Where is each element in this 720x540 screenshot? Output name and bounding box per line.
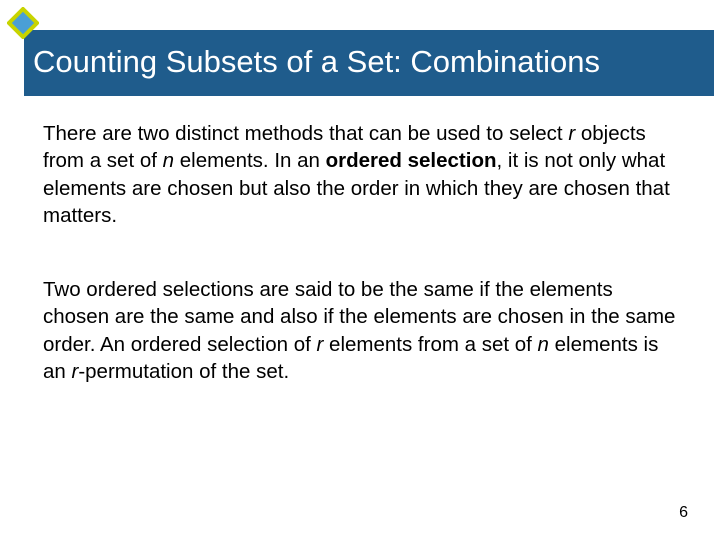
- variable-n: n: [162, 149, 175, 173]
- page-number: 6: [679, 504, 688, 521]
- paragraph-ordered-selection: [43, 120, 683, 229]
- text-span: Two ordered selections are said to be the same if the elements chosen are the same and also if the elements are chosen in the same order. An ordered selection of: [43, 278, 676, 356]
- variable-r: r: [316, 332, 324, 356]
- variable-n: n: [537, 332, 549, 356]
- text-span: objects from a set of: [43, 122, 646, 173]
- variable-r: r: [568, 122, 576, 145]
- text-span: elements. In an: [174, 149, 326, 173]
- text-span: -permutation of the set.: [78, 359, 290, 383]
- paragraph-r-permutation: [43, 276, 683, 385]
- text-span: elements is an: [43, 332, 659, 383]
- slide-title: Counting Subsets of a Set: Combinations: [33, 44, 600, 79]
- variable-r: r: [71, 359, 79, 383]
- term-ordered-selection: ordered selection: [325, 149, 497, 173]
- text-span: , it is not only what elements are chosen but also the order in which they are chosen that matters.: [43, 149, 670, 227]
- text-span: There are two distinct methods that can be used to select: [43, 122, 569, 145]
- text-span: elements from a set of: [323, 332, 538, 356]
- diamond-icon: [7, 7, 39, 39]
